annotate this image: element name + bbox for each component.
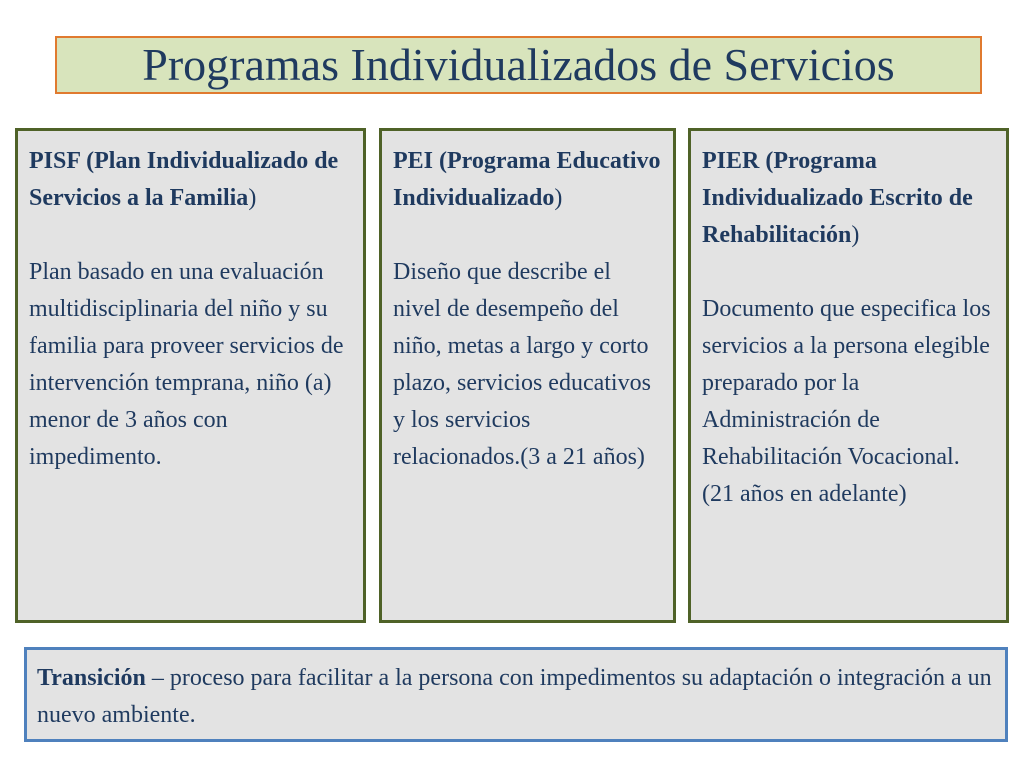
title-banner [55,36,982,94]
transition-definition: – proceso para facilitar a la persona con impedimentos su adaptación o integración a un nuevo ambiente. [37,665,992,728]
card-heading [29,143,353,217]
card-description: Plan basado en una evaluación multidisciplinaria del niño y su familia para proveer servicios de intervención temprana, niño (a) menor de 3 años con impedimento. [29,259,344,470]
card-pisf [15,128,366,623]
page-title: Programas Individualizados de Servicios [142,39,895,90]
card-heading [393,143,663,217]
card-heading-paren: ) [851,222,860,248]
card-heading-paren: ) [554,185,563,211]
card-heading-text: PEI (Programa Educativo Individualizado [393,148,661,211]
card-heading-text: PISF (Plan Individualizado de Servicios a la Familia [29,148,339,211]
card-description: Documento que especifica los servicios a la persona elegible preparado por la Administración de Rehabilitación Vocacional. (21 años en adelante) [702,296,991,507]
card-pier [688,128,1009,623]
transition-definition-box [24,647,1008,742]
card-heading [702,143,996,254]
card-heading-paren: ) [248,185,257,211]
transition-term: Transición [37,665,146,691]
card-heading-text: PIER (Programa Individualizado Escrito de Rehabilitación [702,148,973,248]
card-pei [379,128,676,623]
card-description: Diseño que describe el nivel de desempeño del niño, metas a largo y corto plazo, servicios educativos y los servicios relacionados.(3 a 21 años) [393,259,651,470]
